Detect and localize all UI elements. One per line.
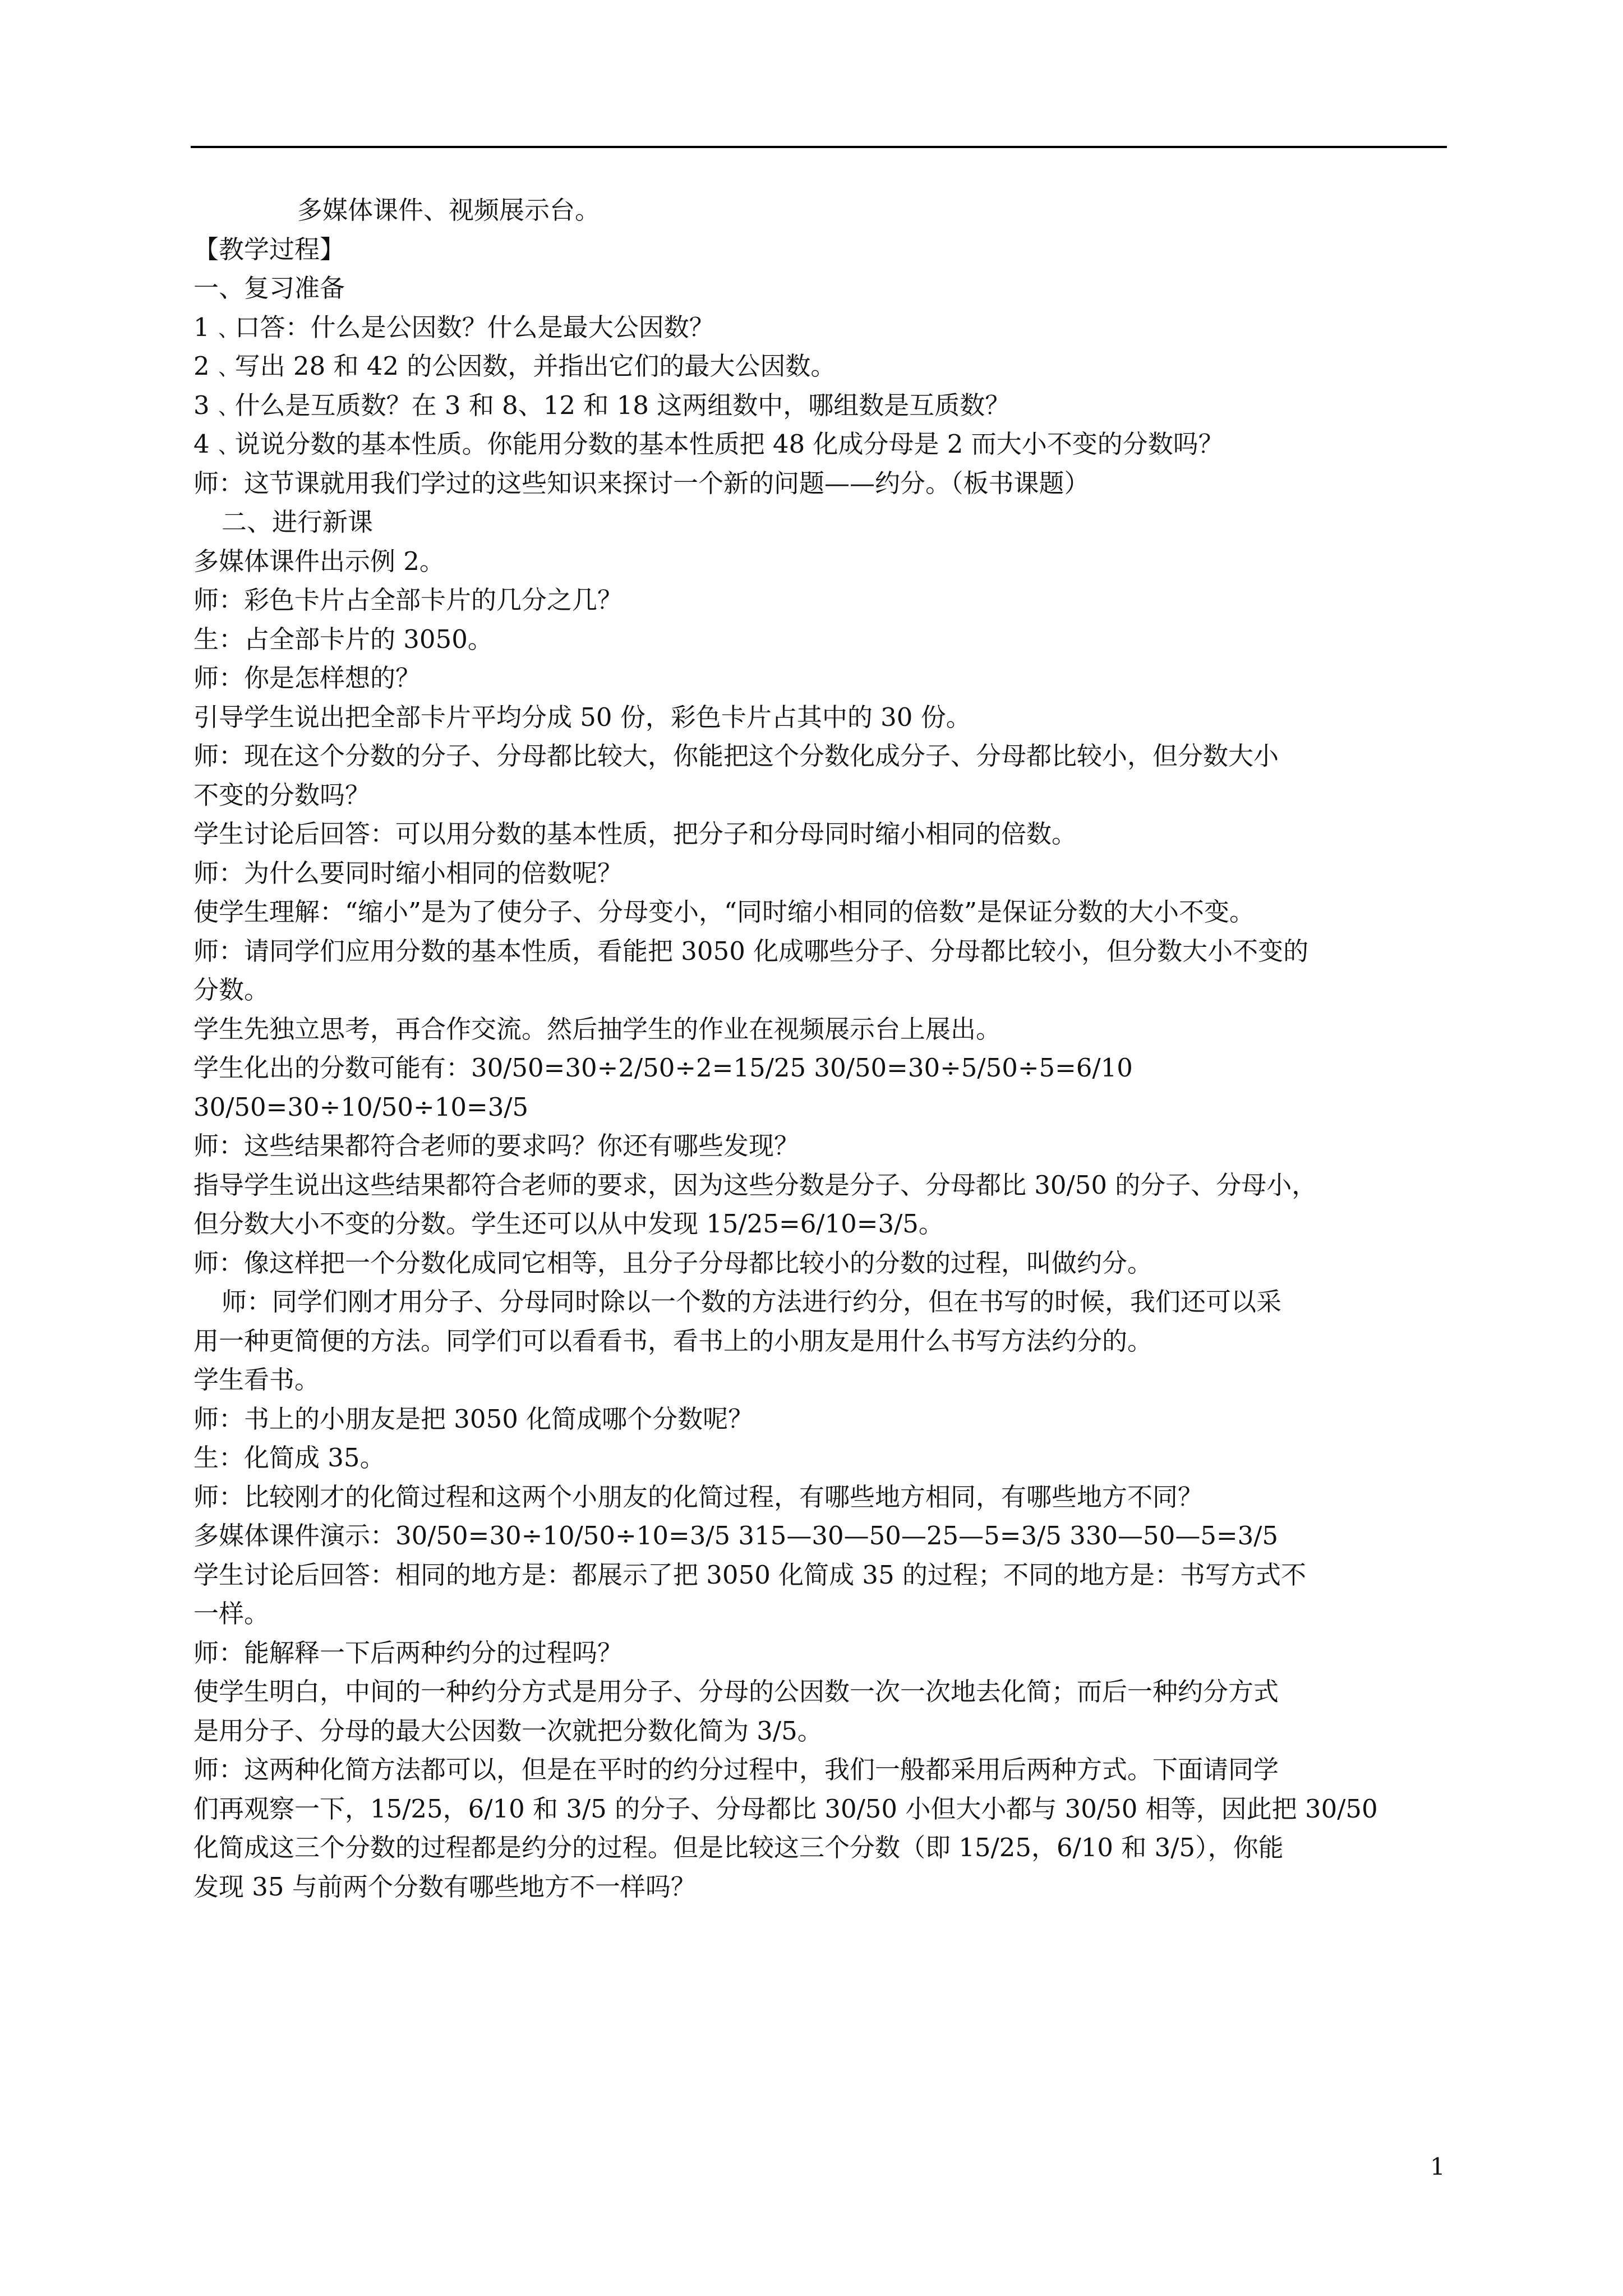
paragraph-line: 学生讨论后回答：可以用分数的基本性质，把分子和分母同时缩小相同的倍数。 xyxy=(193,819,1077,849)
paragraph-line: 师：这些结果都符合老师的要求吗？你还有哪些发现？ xyxy=(193,1131,800,1161)
paragraph-line: 学生讨论后回答：相同的地方是：都展示了把 3050 化简成 35 的过程；不同的地方是：书写方式不 xyxy=(193,1559,1307,1590)
header-rule xyxy=(191,146,1447,148)
paragraph-line: 们再观察一下，15/25，6/10 和 3/5 的分子、分母都比 30/50 小但大小都与 30/50 相等，因此把 30/50 xyxy=(193,1793,1378,1824)
paragraph-line: 2﹑写出 28 和 42 的公因数，并指出它们的最大公因数。 xyxy=(193,351,836,381)
paragraph-line: 师：这节课就用我们学过的这些知识来探讨一个新的问题——约分。（板书课题） xyxy=(193,468,1090,498)
paragraph-line: 引导学生说出把全部卡片平均分成 50 份，彩色卡片占其中的 30 份。 xyxy=(193,702,971,732)
paragraph-line: 但分数大小不变的分数。学生还可以从中发现 15/25=6/10=3/5。 xyxy=(193,1209,944,1239)
paragraph-line: 师：比较刚才的化简过程和这两个小朋友的化简过程，有哪些地方相同，有哪些地方不同？ xyxy=(193,1481,1204,1512)
paragraph-line: 生：化简成 35。 xyxy=(193,1443,385,1473)
section-heading: 二、进行新课 xyxy=(222,507,374,537)
page-number: 1 xyxy=(1430,2153,1445,2180)
paragraph-line: 多媒体课件、视频展示台。 xyxy=(297,195,601,225)
paragraph-line: 用一种更简便的方法。同学们可以看看书，看书上的小朋友是用什么书写方法约分的。 xyxy=(193,1326,1153,1356)
paragraph-line: 使学生明白，中间的一种约分方式是用分子、分母的公因数一次一次地去化简；而后一种约分方式 xyxy=(193,1677,1279,1706)
paragraph-line: 发现 35 与前两个分数有哪些地方不一样吗？ xyxy=(193,1871,696,1902)
paragraph-line: 化简成这三个分数的过程都是约分的过程。但是比较这三个分数（即 15/25，6/10 和 3/5），你能 xyxy=(193,1833,1284,1862)
paragraph-line: 3﹑什么是互质数？在 3 和 8、12 和 18 这两组数中，哪组数是互质数？ xyxy=(193,390,1011,420)
paragraph-line: 师：这两种化简方法都可以，但是在平时的约分过程中，我们一般都采用后两种方式。下面请同学 xyxy=(193,1755,1279,1784)
paragraph-line: 分数。 xyxy=(193,975,270,1005)
paragraph-line: 师：为什么要同时缩小相同的倍数呢？ xyxy=(193,858,623,888)
paragraph-line: 师：请同学们应用分数的基本性质，看能把 3050 化成哪些分子、分母都比较小，但分数大小不变的 xyxy=(193,936,1309,966)
paragraph-line: 是用分子、分母的最大公因数一次就把分数化简为 3/5。 xyxy=(193,1715,823,1746)
paragraph-line: 30/50=30÷10/50÷10=3/5 xyxy=(193,1092,529,1122)
paragraph-line: 1﹑口答：什么是公因数？什么是最大公因数？ xyxy=(193,312,714,342)
paragraph-line: 指导学生说出这些结果都符合老师的要求，因为这些分数是分子、分母都比 30/50 的分子、分母小， xyxy=(193,1170,1317,1200)
paragraph-line: 师：书上的小朋友是把 3050 化简成哪个分数呢？ xyxy=(193,1404,754,1434)
paragraph-line: 师：你是怎样想的？ xyxy=(193,663,421,693)
paragraph-line: 4﹑说说分数的基本性质。你能用分数的基本性质把 48 化成分母是 2 而大小不变的分数吗？ xyxy=(193,429,1224,459)
paragraph-line: 使学生理解：“缩小”是为了使分子、分母变小，“同时缩小相同的倍数”是保证分数的大小不变。 xyxy=(193,897,1255,927)
paragraph-line: 师：彩色卡片占全部卡片的几分之几？ xyxy=(193,585,623,615)
paragraph-line: 学生先独立思考，再合作交流。然后抽学生的作业在视频展示台上展出。 xyxy=(193,1014,1002,1044)
paragraph-line: 一样。 xyxy=(193,1599,270,1628)
section-heading: 一、复习准备 xyxy=(193,273,345,303)
section-heading: 【教学过程】 xyxy=(193,234,345,264)
paragraph-line: 学生看书。 xyxy=(193,1365,320,1395)
paragraph-line: 多媒体课件演示：30/50=30÷10/50÷10=3/5 315—30—50—25—5=3/5 330—50—5=3/5 xyxy=(193,1521,1279,1550)
document-body xyxy=(193,191,1447,1906)
paragraph-line: 不变的分数吗？ xyxy=(193,780,371,810)
paragraph-line: 师：能解释一下后两种约分的过程吗？ xyxy=(193,1637,623,1668)
paragraph-line: 多媒体课件出示例 2。 xyxy=(193,546,445,576)
paragraph-line: 师：同学们刚才用分子、分母同时除以一个数的方法进行约分，但在书写的时候，我们还可以采 xyxy=(222,1287,1282,1317)
paragraph-line: 师：像这样把一个分数化成同它相等，且分子分母都比较小的分数的过程，叫做约分。 xyxy=(193,1248,1153,1278)
paragraph-line: 生：占全部卡片的 3050。 xyxy=(193,624,493,654)
paragraph-line: 师：现在这个分数的分子、分母都比较大，你能把这个分数化成分子、分母都比较小，但分数大小 xyxy=(193,741,1279,771)
paragraph-line: 学生化出的分数可能有：30/50=30÷2/50÷2=15/25 30/50=30÷5/50÷5=6/10 xyxy=(193,1053,1133,1083)
